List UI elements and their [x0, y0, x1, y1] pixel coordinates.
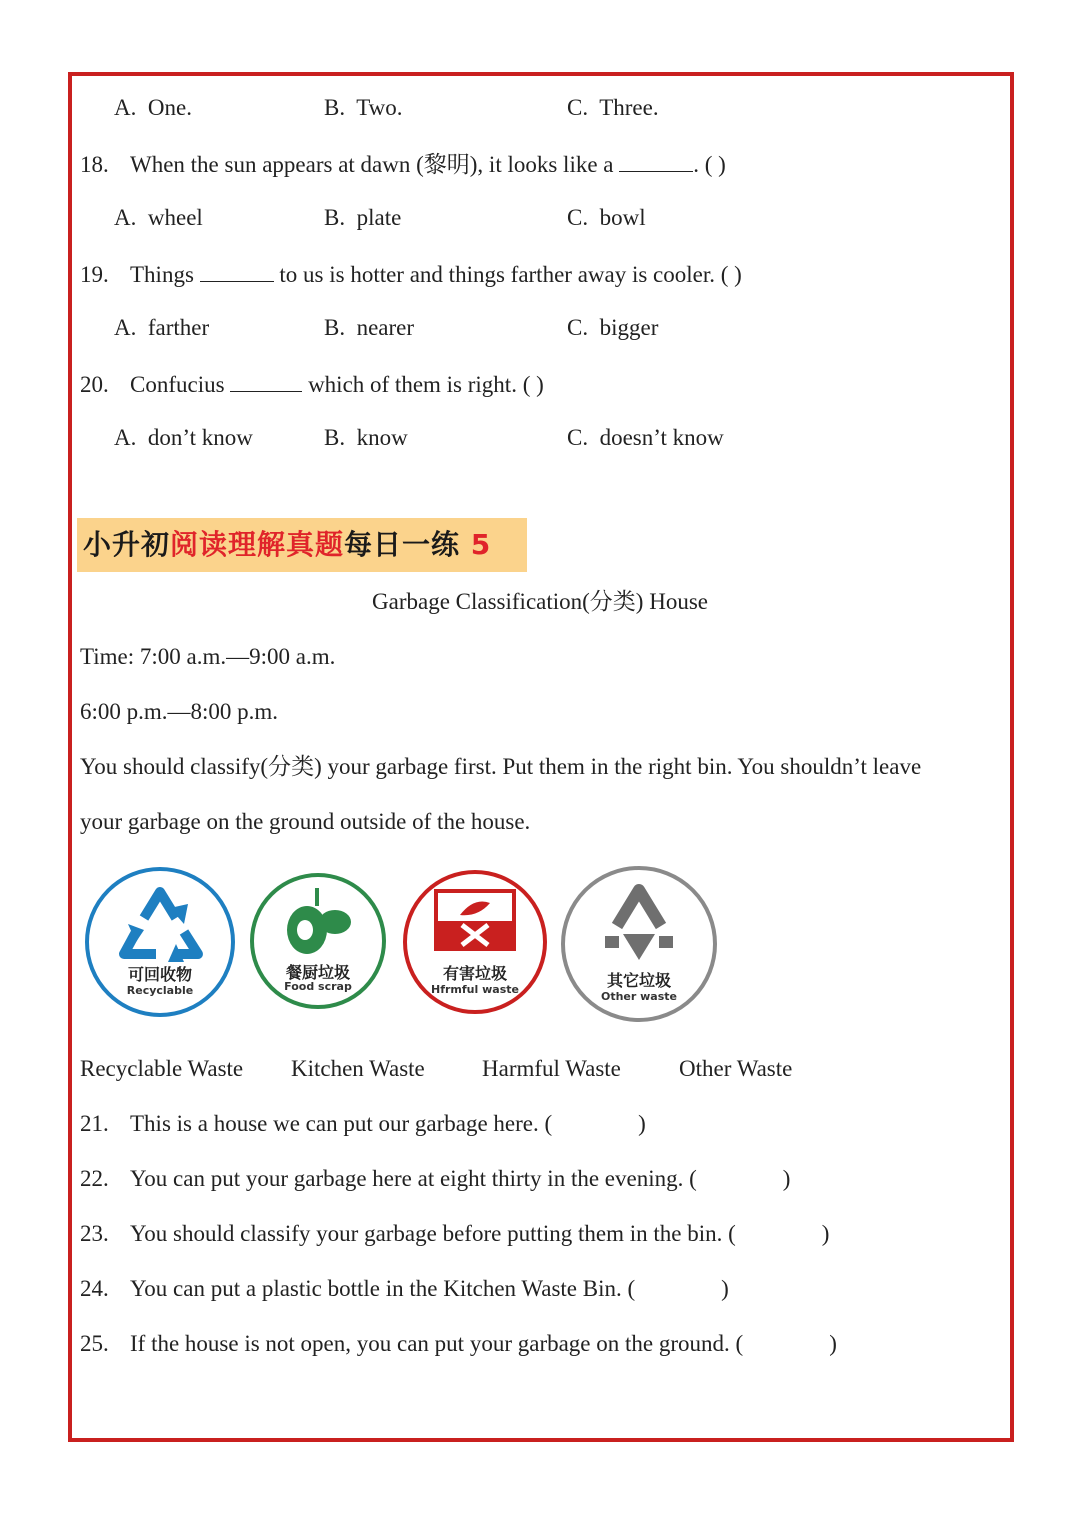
- option-text: Two.: [356, 95, 403, 120]
- bin-label-other: Other Waste: [679, 1056, 793, 1081]
- statement-close: ): [638, 1111, 646, 1136]
- q20-option-a: [114, 424, 253, 452]
- option-text: bowl: [599, 205, 646, 230]
- statement-close: ): [821, 1221, 830, 1246]
- bin-label-kitchen: Kitchen Waste: [291, 1056, 425, 1081]
- answer-blank[interactable]: [619, 149, 693, 172]
- q18-option-c: [567, 204, 646, 232]
- bin-en-label: Food scrap: [284, 980, 352, 993]
- option-text: doesn’t know: [599, 425, 724, 450]
- option-letter: C.: [567, 425, 589, 450]
- question-text: Things: [130, 262, 194, 287]
- bin-en-label: Hfrmful waste: [431, 983, 519, 996]
- option-text: know: [356, 425, 408, 450]
- option-text: bigger: [599, 315, 659, 340]
- passage-body-line-2: your garbage on the ground outside of the house.: [80, 809, 531, 834]
- option-text: Three.: [599, 95, 659, 120]
- statement-close: ): [782, 1166, 791, 1191]
- bin-en-label: Other waste: [600, 990, 677, 1003]
- answer-blank[interactable]: [230, 369, 302, 392]
- bin-label-harmful: Harmful Waste: [482, 1056, 621, 1081]
- question-number: 19.: [80, 262, 109, 287]
- statement-25: [80, 1330, 837, 1358]
- question-number: 25.: [80, 1331, 109, 1356]
- passage-time-1: Time: 7:00 a.m.—9:00 a.m.: [80, 644, 336, 669]
- bin-cn-label: 有害垃圾: [442, 964, 507, 983]
- q17-option-a: [114, 94, 192, 122]
- option-text: One.: [147, 95, 192, 120]
- option-letter: C.: [567, 95, 589, 120]
- harmful-bin-icon: [402, 869, 548, 1015]
- option-letter: A.: [114, 315, 137, 340]
- title-part-1: 小升初: [83, 528, 171, 561]
- q17-option-b: [324, 94, 403, 122]
- statement-22: [80, 1165, 790, 1193]
- question-text-end: which of them is right. ( ): [308, 372, 544, 397]
- q20-option-b: [324, 424, 408, 452]
- passage-heading: Garbage Classification(分类) House: [372, 589, 708, 614]
- option-text: nearer: [356, 315, 415, 340]
- statement-text: You can put your garbage here at eight thirty in the evening. (: [130, 1166, 697, 1191]
- q19-option-b: [324, 314, 414, 342]
- statement-23: [80, 1220, 829, 1248]
- option-text: wheel: [147, 205, 203, 230]
- statement-text: If the house is not open, you can put your garbage on the ground. (: [130, 1331, 744, 1356]
- option-letter: B.: [324, 205, 346, 230]
- question-number: 22.: [80, 1166, 109, 1191]
- statement-21: [80, 1110, 646, 1138]
- statement-text: You should classify your garbage before putting them in the bin. (: [130, 1221, 736, 1246]
- option-letter: C.: [567, 315, 589, 340]
- option-letter: C.: [567, 205, 589, 230]
- statement-close: ): [829, 1331, 837, 1356]
- option-letter: A.: [114, 205, 137, 230]
- q18-option-a: [114, 204, 203, 232]
- title-part-3: 每日一练: [344, 528, 461, 561]
- question-number: 24.: [80, 1276, 109, 1301]
- bin-cn-label: 餐厨垃圾: [285, 963, 350, 982]
- q18-option-b: [324, 204, 401, 232]
- statement-text: This is a house we can put our garbage here. (: [130, 1111, 553, 1136]
- option-text: plate: [356, 205, 402, 230]
- option-text: don’t know: [147, 425, 253, 450]
- statement-close: ): [721, 1276, 729, 1301]
- question-19: [80, 259, 742, 289]
- title-part-2: 阅读理解真题: [170, 528, 345, 561]
- option-letter: A.: [114, 95, 137, 120]
- option-letter: B.: [324, 315, 346, 340]
- question-number: 20.: [80, 372, 109, 397]
- q19-option-c: [567, 314, 658, 342]
- bin-cn-label: 其它垃圾: [606, 971, 671, 990]
- other-waste-bin-icon: [559, 864, 719, 1024]
- q19-option-a: [114, 314, 209, 342]
- answer-blank[interactable]: [200, 259, 274, 282]
- section-title: [77, 518, 527, 572]
- recyclable-bin-icon: [84, 866, 236, 1018]
- option-text: farther: [147, 315, 210, 340]
- q17-option-c: [567, 94, 659, 122]
- bin-label-recyclable: Recyclable Waste: [80, 1056, 244, 1081]
- question-text-end: to us is hotter and things farther away is cooler. ( ): [279, 262, 742, 287]
- question-20: [80, 369, 544, 399]
- title-number: 5: [470, 528, 492, 561]
- question-number: 18.: [80, 152, 109, 177]
- statement-text: You can put a plastic bottle in the Kitchen Waste Bin. (: [130, 1276, 636, 1301]
- question-text: When the sun appears at dawn (黎明), it looks like a: [130, 152, 614, 177]
- question-text: Confucius: [130, 372, 225, 397]
- question-number: 23.: [80, 1221, 109, 1246]
- bin-cn-label: 可回收物: [127, 965, 192, 984]
- question-18: [80, 149, 726, 179]
- food-scrap-bin-icon: [249, 872, 387, 1010]
- option-letter: B.: [324, 425, 346, 450]
- q20-option-c: [567, 424, 724, 452]
- option-letter: A.: [114, 425, 137, 450]
- passage-body-line-1: You should classify(分类) your garbage first. Put them in the right bin. You shouldn’t leave: [80, 754, 922, 779]
- passage-time-2: 6:00 p.m.—8:00 p.m.: [80, 699, 279, 724]
- bin-en-label: Recyclable: [126, 984, 194, 997]
- statement-24: [80, 1275, 729, 1303]
- question-text-end: . ( ): [693, 152, 726, 177]
- question-number: 21.: [80, 1111, 109, 1136]
- option-letter: B.: [324, 95, 346, 120]
